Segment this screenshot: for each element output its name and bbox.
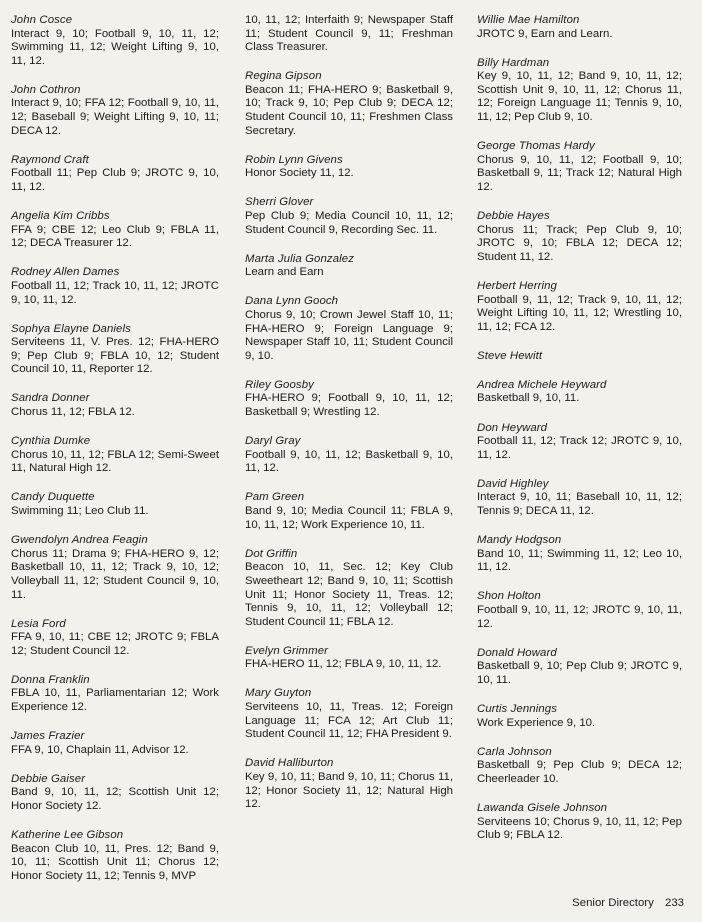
student-activities: 10, 11, 12; Interfaith 9; Newspaper Staff 11; Student Council 9, 11; Freshman Class Treasurer. (245, 14, 453, 54)
student-activities: Serviteens 11, V. Pres. 12; FHA-HERO 9; Pep Club 9; FBLA 10, 12; Student Council 10, 11, Reporter 12. (11, 336, 219, 376)
student-name: Cynthia Dumke (11, 435, 91, 448)
student-name: Carla Johnson (477, 745, 552, 758)
directory-entry (477, 379, 682, 406)
directory-entry (477, 802, 682, 843)
student-activities: FFA 9, 10, Chaplain 11, Advisor 12. (11, 743, 189, 756)
student-name: Regina Gipson (245, 70, 322, 83)
student-name: David Highley (477, 477, 549, 490)
student-name: Angelia Kim Cribbs (11, 210, 110, 223)
directory-entry (11, 266, 219, 307)
student-name: Don Heyward (477, 421, 548, 434)
student-activities: Chorus 10, 11, 12; FBLA 12; Semi-Sweet 11, Natural High 12. (11, 448, 219, 475)
student-activities: Beacon Club 10, 11, Pres. 12; Band 9, 10, 11; Scottish Unit 11; Chorus 12; Honor Society 11, 12; Tennis 9, MVP (11, 842, 219, 882)
student-name: Lesia Ford (11, 617, 66, 630)
student-activities: Serviteens 10; Chorus 9, 10, 11, 12; Pep Club 9; FBLA 12. (477, 815, 682, 842)
directory-entry (477, 280, 682, 334)
column-1 (11, 14, 219, 899)
student-name: Riley Goosby (245, 378, 314, 391)
student-name: Evelyn Grimmer (245, 644, 329, 657)
student-name: Andrea Michele Heyward (477, 378, 607, 391)
student-activities: Interact 9, 10, 11; Baseball 10, 11, 12; Tennis 9; DECA 11, 12. (477, 491, 682, 518)
student-activities: Interact 9, 10; Football 9, 10, 11, 12; Swimming 11, 12; Weight Lifting 9, 10, 11, 12. (11, 27, 219, 67)
student-name: Lawanda Gisele Johnson (477, 801, 608, 814)
directory-entry (11, 491, 219, 518)
student-activities: Serviteens 10, 11, Treas. 12; Foreign Language 11; FCA 12; Art Club 11; Student Council 11, 12; FHA President 9. (245, 701, 453, 741)
student-name: Billy Hardman (477, 56, 550, 69)
directory-entry (245, 295, 453, 363)
student-activities: Basketball 9; Pep Club 9; DECA 12; Cheerleader 10. (477, 759, 682, 785)
student-name: Debbie Gaiser (11, 772, 86, 785)
student-activities: Swimming 11; Leo Club 11. (11, 505, 149, 518)
student-name: Gwendolyn Andrea Feagin (11, 534, 148, 547)
directory-entry (11, 392, 219, 419)
student-name: Pam Green (245, 491, 305, 504)
column-3 (477, 14, 682, 858)
directory-entry (11, 534, 219, 602)
student-name: Sandra Donner (11, 392, 90, 405)
directory-entry (245, 687, 453, 741)
directory-entry (477, 746, 682, 787)
student-name: James Frazier (11, 730, 85, 743)
student-activities: FHA-HERO 11, 12; FBLA 9, 10, 11, 12. (245, 658, 442, 671)
directory-entry (477, 647, 682, 688)
directory-entry (245, 154, 453, 181)
student-name: Mandy Hodgson (477, 534, 562, 547)
student-activities: Key 9, 10, 11; Band 9, 10, 11; Chorus 11, 12; Honor Society 11, 12; Natural High 12. (245, 770, 453, 811)
student-activities: Interact 9, 10; FFA 12; Football 9, 10, 11, 12; Baseball 9; Weight Lifting 9, 10, 11; DECA 12. (11, 97, 219, 137)
student-name: George Thomas Hardy (477, 140, 595, 153)
student-activities: Chorus 11; Drama 9; FHA-HERO 9, 12; Basketball 10, 11, 12; Track 9, 10, 12; Volleyball 11, 12; Student Council 9, 10, 11. (11, 547, 219, 601)
student-name: Willie Mae Hamilton (477, 14, 580, 26)
student-activities: FFA 9; CBE 12; Leo Club 9; FBLA 11, 12; DECA Treasurer 12. (11, 223, 219, 250)
student-activities: Beacon 11; FHA-HERO 9; Basketball 9, 10; Track 9, 10; Pep Club 9; DECA 12; Student Council 10, 11; Freshmen Class Secretary. (245, 83, 453, 137)
directory-entry (245, 757, 453, 811)
student-name: Debbie Hayes (477, 210, 550, 223)
student-name: Dana Lynn Gooch (245, 295, 339, 308)
directory-entry (245, 491, 453, 532)
student-name: Candy Duquette (11, 491, 95, 504)
directory-entry (245, 548, 453, 630)
directory-entry (477, 703, 682, 730)
student-name: Marta Julia Gonzalez (245, 252, 354, 265)
directory-entry (11, 323, 219, 377)
directory-entry (245, 253, 453, 280)
directory-entry (477, 140, 682, 194)
student-activities: Basketball 9, 10; Pep Club 9; JROTC 9, 10, 11. (477, 660, 682, 686)
directory-entry (11, 84, 219, 138)
student-name: John Cosce (11, 14, 73, 26)
student-name: David Halliburton (245, 757, 334, 770)
page-number: 233 (664, 897, 684, 909)
student-name: Katherine Lee Gibson (11, 829, 124, 842)
directory-entry (245, 14, 453, 55)
directory-entry (477, 422, 682, 463)
student-activities: Learn and Earn (245, 266, 324, 279)
student-name: John Cothron (11, 83, 81, 96)
directory-entry (477, 478, 682, 519)
student-name: Dot Griffin (245, 547, 298, 560)
student-activities: Band 9, 10; Media Council 11; FBLA 9, 10, 11, 12; Work Experience 10, 11. (245, 505, 453, 531)
directory-entry (11, 773, 219, 814)
student-name: Donald Howard (477, 646, 557, 659)
directory-entry (11, 210, 219, 251)
student-activities: Football 11, 12; Track 12; JROTC 9, 10, 11, 12. (477, 435, 682, 461)
student-activities: Chorus 9, 10; Crown Jewel Staff 10, 11; FHA-HERO 9; Foreign Language 9; Newspaper Staff 10, 11; Student Council 9, 10. (245, 309, 453, 362)
student-name: Herbert Herring (477, 279, 557, 292)
directory-entry (11, 730, 219, 757)
student-activities: Band 9, 10, 11, 12; Scottish Unit 12; Honor Society 12. (11, 786, 219, 813)
student-activities: JROTC 9, Earn and Learn. (477, 27, 613, 40)
directory-entry (11, 618, 219, 659)
directory-entry (477, 210, 682, 264)
directory-entry (477, 14, 682, 41)
directory-entry (477, 590, 682, 631)
student-name: Shon Holton (477, 590, 541, 603)
directory-entry (11, 435, 219, 476)
column-2 (245, 14, 453, 827)
directory-entry (245, 196, 453, 237)
section-title: Senior Directory (572, 897, 654, 909)
student-activities: Work Experience 9, 10. (477, 716, 596, 729)
student-name: Robin Lynn Givens (245, 153, 343, 166)
student-activities: Football 11; Pep Club 9; JROTC 9, 10, 11, 12. (11, 167, 219, 193)
directory-entry (477, 350, 682, 364)
directory-entry (11, 674, 219, 715)
student-name: Curtis Jennings (477, 702, 558, 715)
student-name: Raymond Craft (11, 153, 89, 166)
directory-entry (477, 57, 682, 125)
student-activities: Football 9, 10, 11, 12; JROTC 9, 10, 11, 12. (477, 604, 682, 630)
student-activities: Pep Club 9; Media Council 10, 11, 12; Student Council 9, Recording Sec. 11. (245, 210, 453, 236)
student-activities: Chorus 9, 10, 11, 12; Football 9, 10; Basketball 9, 11; Track 12; Natural High 12. (477, 153, 682, 193)
student-activities: Chorus 11; Track; Pep Club 9, 10; JROTC 9, 10; FBLA 12; DECA 12; Student 11, 12. (477, 223, 682, 263)
student-activities: Band 10, 11; Swimming 11, 12; Leo 10, 11, 12. (477, 547, 682, 574)
directory-entry (245, 379, 453, 420)
student-activities: Basketball 9, 10, 11. (477, 392, 580, 405)
directory-entry (245, 70, 453, 138)
student-name: Sophya Elayne Daniels (11, 322, 131, 335)
student-name: Donna Franklin (11, 673, 90, 686)
student-name: Mary Guyton (245, 687, 312, 700)
student-activities: FHA-HERO 9; Football 9, 10, 11, 12; Basketball 9; Wrestling 12. (245, 392, 453, 419)
student-activities: Chorus 11, 12; FBLA 12. (11, 406, 135, 419)
student-activities: Honor Society 11, 12. (245, 167, 354, 180)
student-activities: Key 9, 10, 11, 12; Band 9, 10, 11, 12; Scottish Unit 9, 10, 11, 12; Chorus 11, 12; Foreign Language 11; Tennis 9, 10, 11, 12; Pep Club 9, 10. (477, 70, 682, 124)
page-footer (572, 896, 684, 910)
directory-entry (477, 534, 682, 575)
directory-entry (245, 645, 453, 672)
student-name: Steve Hewitt (477, 349, 543, 362)
student-name: Rodney Allen Dames (11, 266, 120, 279)
student-activities: FFA 9, 10, 11; CBE 12; JROTC 9; FBLA 12; Student Council 12. (11, 631, 219, 657)
student-activities: Football 9, 11, 12; Track 9, 10, 11, 12; Weight Lifting 10, 11, 12; Wrestling 10, 11, 12; FCA 12. (477, 293, 682, 333)
student-activities: Football 9, 10, 11, 12; Basketball 9, 10, 11, 12. (245, 448, 453, 475)
directory-entry (11, 829, 219, 883)
student-name: Sherri Glover (245, 196, 314, 209)
directory-entry (11, 14, 219, 68)
student-activities: FBLA 10, 11, Parliamentarian 12; Work Experience 12. (11, 687, 219, 714)
student-activities: Beacon 10, 11, Sec. 12; Key Club Sweetheart 12; Band 9, 10, 11; Scottish Unit 11; Honor Society 11, Treas. 12; Tennis 9, 10, 11, 12; Volleyball 12; Student Council 11; FBLA 12. (245, 561, 453, 628)
student-name: Daryl Gray (245, 435, 301, 448)
directory-entry (11, 154, 219, 195)
directory-entry (245, 435, 453, 476)
student-activities: Football 11, 12; Track 10, 11, 12; JROTC 9, 10, 11, 12. (11, 279, 219, 306)
